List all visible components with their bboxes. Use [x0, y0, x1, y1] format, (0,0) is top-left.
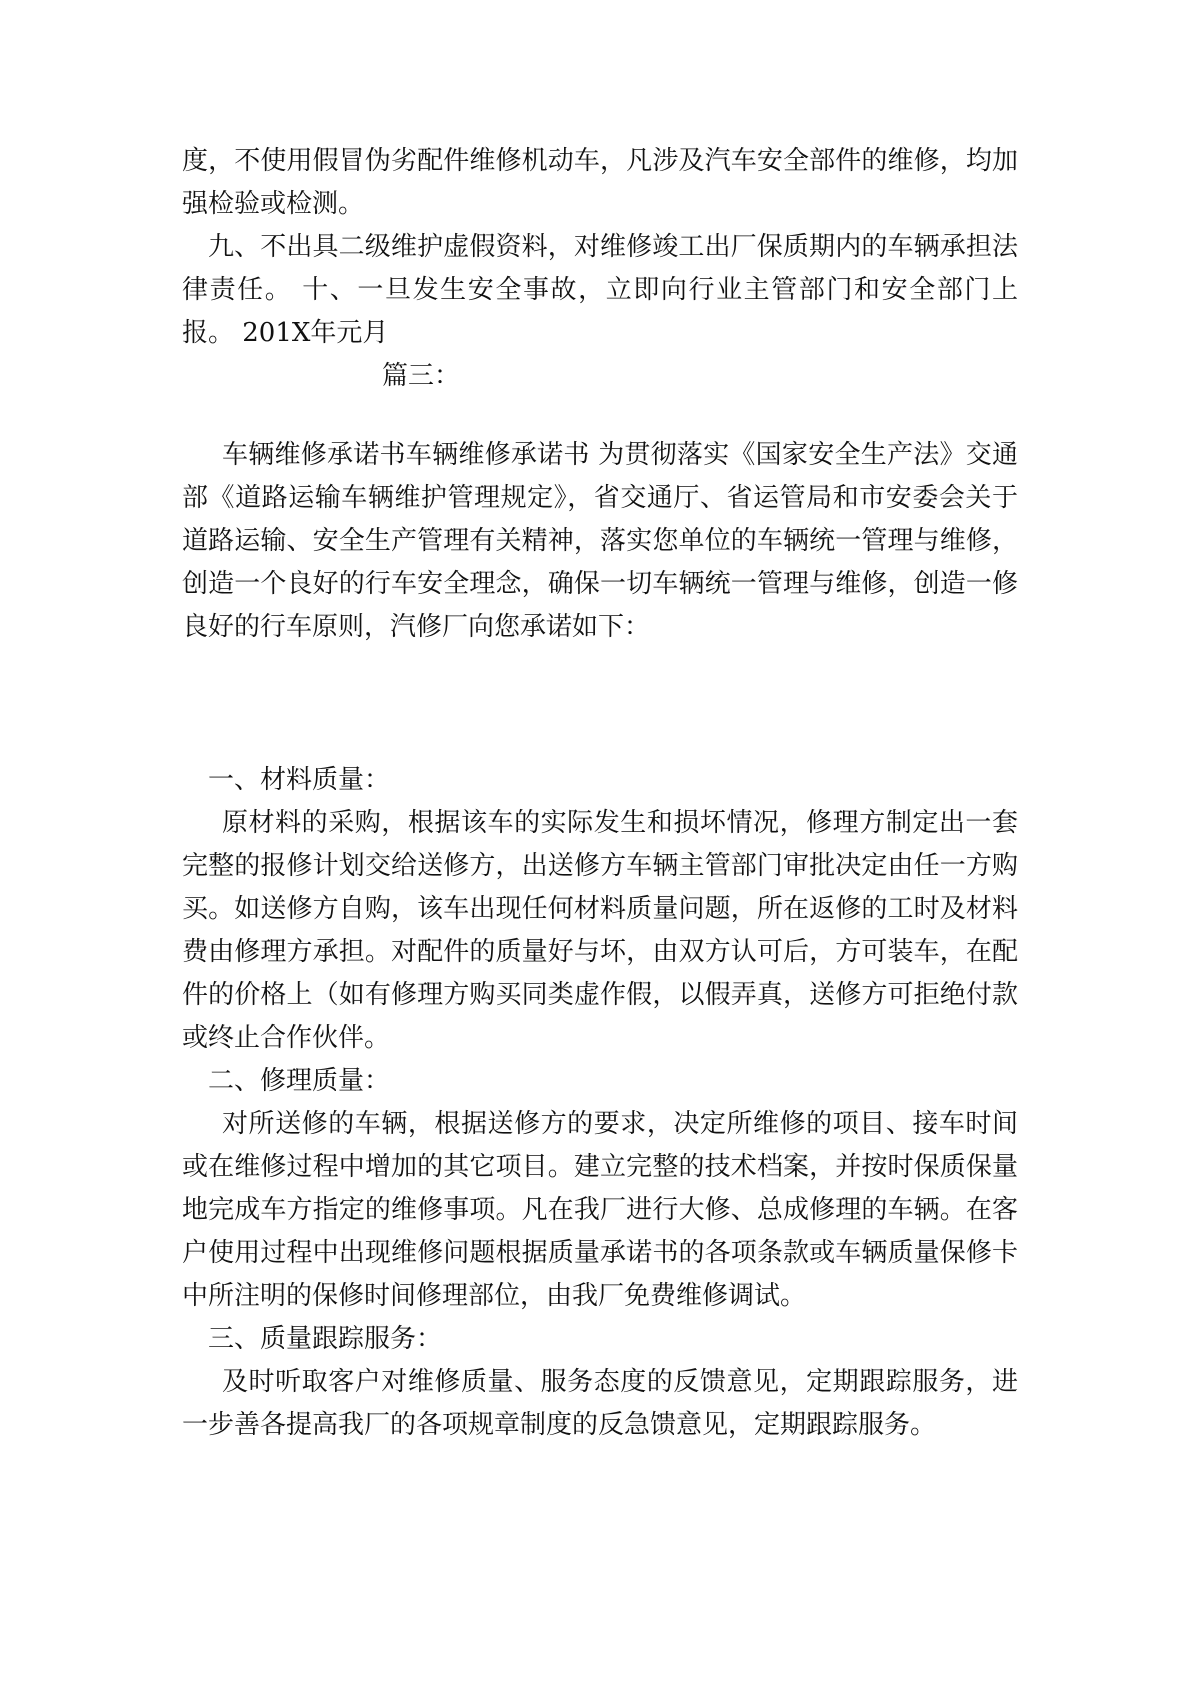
section-body-tracking: 及时听取客户对维修质量、服务态度的反馈意见，定期跟踪服务，进一步善各提高我厂的各项规章制度的反急馈意见，定期跟踪服务。 [182, 1367, 1018, 1440]
paragraph-clause-nine-ten: 九、不出具二级维护虚假资料，对维修竣工出厂保质期内的车辆承担法律责任。 十、一旦发生安全事故，立即向行业主管部门和安全部门上报。 201X年元月 [182, 232, 1018, 348]
document-page [182, 140, 1018, 1447]
section-title: 篇三： [382, 361, 461, 391]
spacer [182, 649, 1018, 759]
section-body-materials: 原材料的采购，根据该车的实际发生和损坏情况，修理方制定出一套完整的报修计划交给送修方，出送修方车辆主管部门审批决定由任一方购买。如送修方自购，该车出现任何材料质量问题，所在返修的工时及材料费由修理方承担。对配件的质量好与坏，由双方认可后，方可装车，在配件的价格上（如有修理方购买同类虚作假，以假弄真，送修方可拒绝付款或终止合作伙伴。 [182, 808, 1018, 1053]
section-heading-tracking: 三、质量跟踪服务： [208, 1324, 443, 1354]
section-heading-repair: 二、修理质量： [208, 1066, 391, 1096]
section-body-repair: 对所送修的车辆，根据送修方的要求，决定所维修的项目、接车时间或在维修过程中增加的其它项目。建立完整的技术档案，并按时保质保量地完成车方指定的维修事项。凡在我厂进行大修、总成修理的车辆。在客户使用过程中出现维修问题根据质量承诺书的各项条款或车辆质量保修卡中所注明的保修时间修理部位，由我厂免费维修调试。 [182, 1109, 1018, 1311]
intro-paragraph: 车辆维修承诺书车辆维修承诺书 为贯彻落实《国家安全生产法》交通部《道路运输车辆维护管理规定》，省交通厅、省运管局和市安委会关于道路运输、安全生产管理有关精神，落实您单位的车辆统一管理与维修，创造一个良好的行车安全理念，确保一切车辆统一管理与维修，创造一修良好的行车原则，汽修厂向您承诺如下： [182, 440, 1018, 642]
paragraph-continued: 度，不使用假冒伪劣配件维修机动车，凡涉及汽车安全部件的维修，均加强检验或检测。 [182, 146, 1018, 219]
spacer [182, 398, 1018, 434]
section-heading-materials: 一、材料质量： [208, 765, 391, 795]
